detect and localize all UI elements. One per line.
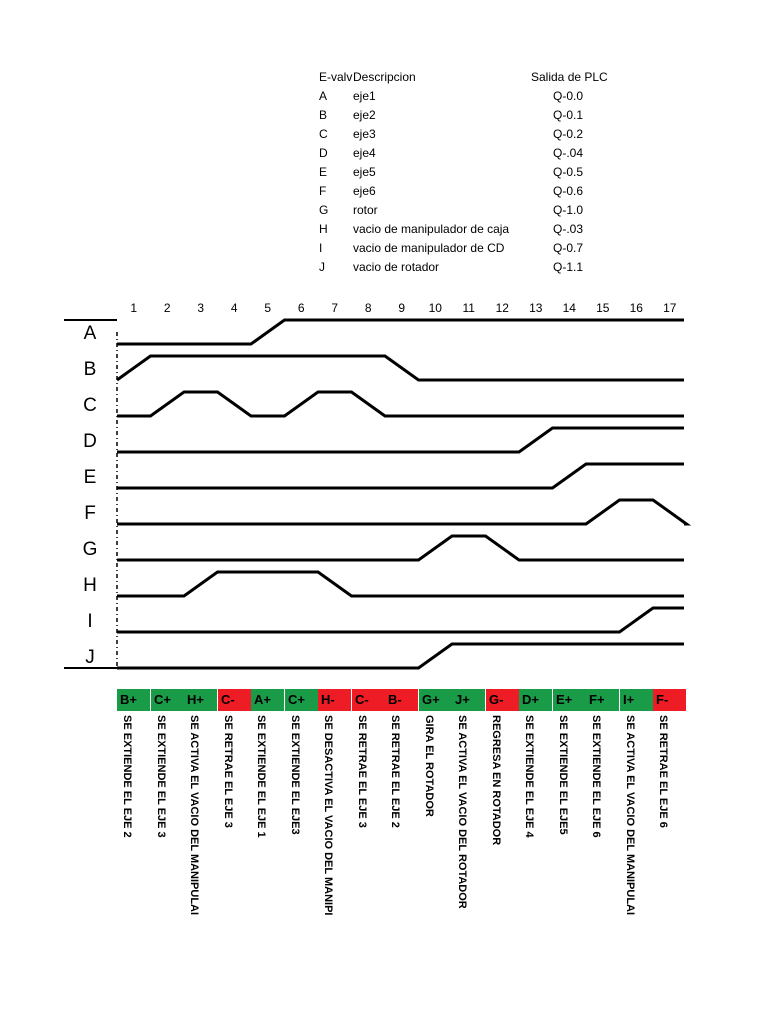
action-cell: H+ bbox=[184, 689, 217, 711]
action-description bbox=[120, 715, 134, 925]
legend-description: eje3 bbox=[353, 127, 376, 141]
action-description bbox=[321, 715, 335, 925]
action-description-text: SE ACTIVA EL VACIO DEL MANIPULAI bbox=[188, 715, 200, 916]
legend-output: Q-0.6 bbox=[553, 184, 584, 198]
action-cell: G- bbox=[486, 689, 519, 711]
action-description bbox=[154, 715, 168, 925]
legend-header-output: Salida de PLC bbox=[531, 70, 608, 84]
legend-description: vacio de manipulador de caja bbox=[353, 222, 510, 236]
legend-code: E bbox=[319, 165, 328, 179]
row-labels bbox=[83, 323, 98, 668]
legend-output: Q-1.0 bbox=[553, 203, 584, 217]
action-description-text: SE EXTIENDE EL EJE3 bbox=[289, 715, 301, 835]
step-number: 14 bbox=[562, 301, 576, 315]
step-number: 15 bbox=[596, 301, 610, 315]
step-number: 16 bbox=[629, 301, 643, 315]
action-cell: J+ bbox=[452, 689, 485, 711]
legend-code: C bbox=[319, 127, 328, 141]
legend-description: eje1 bbox=[353, 89, 376, 103]
row-label: C bbox=[83, 395, 97, 416]
step-number: 12 bbox=[495, 301, 509, 315]
action-description-text: SE EXTIENDE EL EJE 6 bbox=[590, 715, 602, 838]
row-label: H bbox=[83, 575, 97, 596]
legend-description: vacio de rotador bbox=[353, 260, 440, 274]
action-description-text: SE RETRAE EL EJE 3 bbox=[356, 715, 368, 828]
row-label: F bbox=[84, 503, 96, 524]
action-description bbox=[656, 715, 670, 925]
step-number: 7 bbox=[331, 301, 339, 315]
step-number: 13 bbox=[529, 301, 543, 315]
legend-output: Q-0.0 bbox=[553, 89, 584, 103]
action-description bbox=[187, 715, 201, 925]
action-description-text: SE RETRAE EL EJE 2 bbox=[389, 715, 401, 828]
action-description bbox=[589, 715, 603, 925]
action-description bbox=[388, 715, 402, 925]
signal-line bbox=[117, 536, 684, 560]
action-description-text: SE EXTIENDE EL EJE5 bbox=[557, 715, 569, 835]
action-description-text: SE DESACTIVA EL VACIO DEL MANIPI bbox=[322, 715, 334, 916]
signal-line bbox=[117, 644, 684, 668]
action-description-text: SE EXTIENDE EL EJE 1 bbox=[255, 715, 267, 838]
action-description-text: SE RETRAE EL EJE 3 bbox=[222, 715, 234, 828]
step-number: 9 bbox=[398, 301, 406, 315]
legend-output: Q-.03 bbox=[553, 222, 584, 236]
action-description bbox=[455, 715, 469, 925]
action-description bbox=[489, 715, 503, 925]
action-description bbox=[221, 715, 235, 925]
row-label: J bbox=[85, 647, 95, 668]
action-description bbox=[422, 715, 436, 925]
legend-output: Q-0.7 bbox=[553, 241, 584, 255]
action-description bbox=[556, 715, 570, 925]
action-cell: C- bbox=[352, 689, 385, 711]
action-description bbox=[623, 715, 637, 925]
step-number: 2 bbox=[163, 301, 171, 315]
action-cell: F+ bbox=[586, 689, 619, 711]
action-description bbox=[288, 715, 302, 925]
legend-code: F bbox=[319, 184, 327, 198]
row-label: A bbox=[83, 323, 97, 344]
step-number: 6 bbox=[297, 301, 305, 315]
signal-line bbox=[117, 500, 687, 524]
legend-code: G bbox=[319, 203, 329, 217]
step-number: 5 bbox=[264, 301, 272, 315]
action-description bbox=[254, 715, 268, 925]
step-numbers bbox=[130, 301, 676, 315]
legend-output: Q-1.1 bbox=[553, 260, 584, 274]
signal-line bbox=[117, 356, 684, 380]
action-cell: B+ bbox=[117, 689, 150, 711]
step-number: 10 bbox=[428, 301, 442, 315]
step-number: 17 bbox=[663, 301, 677, 315]
signal-line bbox=[117, 608, 684, 632]
legend-header-description: Descripcion bbox=[353, 70, 416, 84]
legend-code: B bbox=[319, 108, 328, 122]
legend-output: Q-0.5 bbox=[553, 165, 584, 179]
action-description-text: SE ACTIVA EL VACIO DEL MANIPULAI bbox=[624, 715, 636, 916]
action-description-text: SE EXTIENDE EL EJE 2 bbox=[121, 715, 133, 838]
legend-header-code: E-valv bbox=[319, 70, 353, 84]
legend-code: A bbox=[319, 89, 328, 103]
step-number: 11 bbox=[462, 301, 475, 315]
action-cell: C- bbox=[218, 689, 251, 711]
action-cell: B- bbox=[385, 689, 418, 711]
signal-line bbox=[117, 464, 684, 488]
legend-description: vacio de manipulador de CD bbox=[353, 241, 505, 255]
action-cell: F- bbox=[653, 689, 686, 711]
signal-line bbox=[117, 572, 684, 596]
row-label: G bbox=[82, 539, 98, 560]
action-cell: E+ bbox=[553, 689, 586, 711]
legend-description: eje2 bbox=[353, 108, 376, 122]
step-number: 3 bbox=[197, 301, 205, 315]
legend-code: H bbox=[319, 222, 328, 236]
signal-line bbox=[117, 392, 684, 416]
action-cell: C+ bbox=[151, 689, 184, 711]
legend-output: Q-0.2 bbox=[553, 127, 584, 141]
step-number: 1 bbox=[130, 301, 138, 315]
action-cell: C+ bbox=[285, 689, 318, 711]
signal-line bbox=[117, 428, 684, 452]
step-number: 8 bbox=[364, 301, 372, 315]
action-description-text: SE EXTIENDE EL EJE 3 bbox=[155, 715, 167, 838]
action-cell: H- bbox=[318, 689, 351, 711]
step-number: 4 bbox=[230, 301, 238, 315]
legend-description: eje5 bbox=[353, 165, 376, 179]
action-description bbox=[522, 715, 536, 925]
signal-lines bbox=[117, 320, 687, 668]
action-description-text: SE EXTIENDE EL EJE 4 bbox=[523, 715, 535, 838]
row-label: D bbox=[83, 431, 97, 452]
action-cell: D+ bbox=[519, 689, 552, 711]
legend-code: J bbox=[319, 260, 325, 274]
signal-line bbox=[117, 320, 684, 344]
row-label: I bbox=[87, 611, 93, 632]
action-description-text: REGRESA EN ROTADOR bbox=[490, 715, 502, 846]
action-cell: G+ bbox=[419, 689, 452, 711]
action-cell: I+ bbox=[620, 689, 653, 711]
legend-output: Q-0.1 bbox=[553, 108, 584, 122]
action-description-text: GIRA EL ROTADOR bbox=[423, 715, 435, 817]
action-description-text: SE RETRAE EL EJE 6 bbox=[657, 715, 669, 828]
row-label: B bbox=[83, 359, 97, 380]
action-description-text: SE ACTIVA EL VACIO DEL ROTADOR bbox=[456, 715, 468, 909]
legend-code: I bbox=[319, 241, 323, 255]
action-description bbox=[355, 715, 369, 925]
legend-description: eje6 bbox=[353, 184, 376, 198]
legend-description: rotor bbox=[353, 203, 378, 217]
row-label: E bbox=[83, 467, 97, 488]
action-cell: A+ bbox=[251, 689, 284, 711]
legend-description: eje4 bbox=[353, 146, 376, 160]
legend-output: Q-.04 bbox=[553, 146, 584, 160]
legend-code: D bbox=[319, 146, 328, 160]
